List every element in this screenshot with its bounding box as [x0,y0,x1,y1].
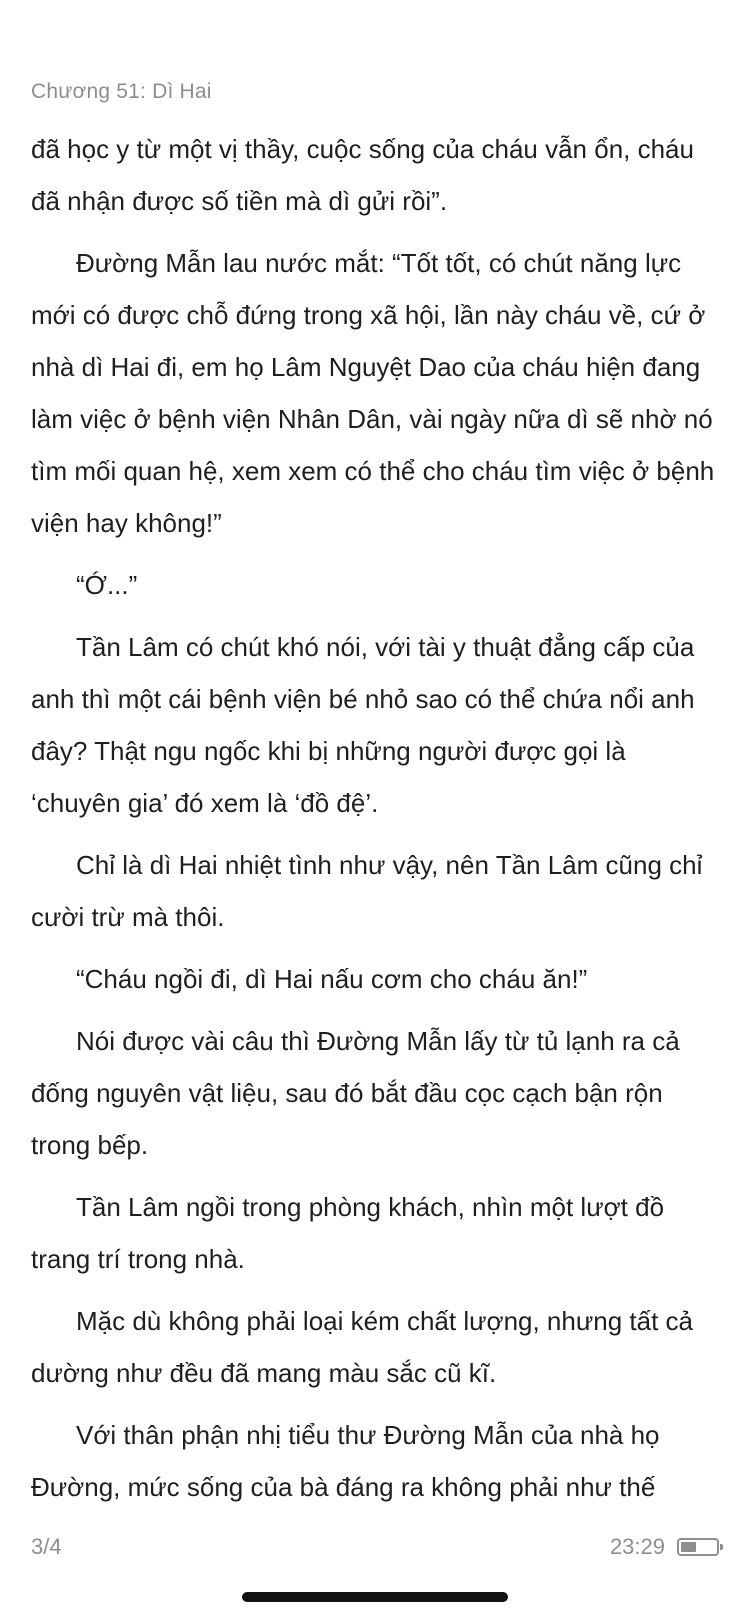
paragraph: Tần Lâm có chút khó nói, với tài y thuật đẳng cấp của anh thì một cái bệnh viện bé nhỏ sao có thể chứa nổi anh đây? Thật ngu ngốc khi bị những người được gọi là ‘chuyên gia’ đó xem là ‘đồ đệ’. [31,632,695,818]
paragraph: đã học y từ một vị thầy, cuộc sống của cháu vẫn ổn, cháu đã nhận được số tiền mà dì gửi rồi”. [31,134,694,216]
reader-content[interactable] [31,123,721,1513]
paragraph: “Ớ...” [76,570,138,600]
clock-time: 23:29 [609,1534,665,1559]
chapter-title: Chương 51: Dì Hai [31,80,212,103]
home-indicator[interactable] [242,1592,508,1602]
paragraph: Nói được vài câu thì Đường Mẫn lấy từ tủ lạnh ra cả đống nguyên vật liệu, sau đó bắt đầu cọc cạch bận rộn trong bếp. [31,1026,680,1160]
battery-level-fill [681,1542,696,1552]
paragraph: Đường Mẫn lau nước mắt: “Tốt tốt, có chút năng lực mới có được chỗ đứng trong xã hội, lần này cháu về, cứ ở nhà dì Hai đi, em họ Lâm Nguyệt Dao của cháu hiện đang làm việc ở bệnh viện Nhân Dân, vài ngày nữa dì sẽ nhờ nó tìm mối quan hệ, xem xem có thể cho cháu tìm việc ở bệnh viện hay không!” [31,248,715,538]
status-footer [31,1532,719,1562]
page-indicator: 3/4 [31,1534,62,1559]
status-right [610,1534,719,1560]
paragraph: Chỉ là dì Hai nhiệt tình như vậy, nên Tần Lâm cũng chỉ cười trừ mà thôi. [31,850,703,932]
paragraph: Với thân phận nhị tiểu thư Đường Mẫn của nhà họ Đường, mức sống của bà đáng ra không phải như thế [31,1420,660,1502]
paragraph: “Cháu ngồi đi, dì Hai nấu cơm cho cháu ăn!” [76,964,588,994]
paragraph: Tần Lâm ngồi trong phòng khách, nhìn một lượt đồ trang trí trong nhà. [31,1192,665,1274]
battery-icon [677,1538,719,1556]
paragraph: Mặc dù không phải loại kém chất lượng, nhưng tất cả dường như đều đã mang màu sắc cũ kĩ. [31,1306,693,1388]
